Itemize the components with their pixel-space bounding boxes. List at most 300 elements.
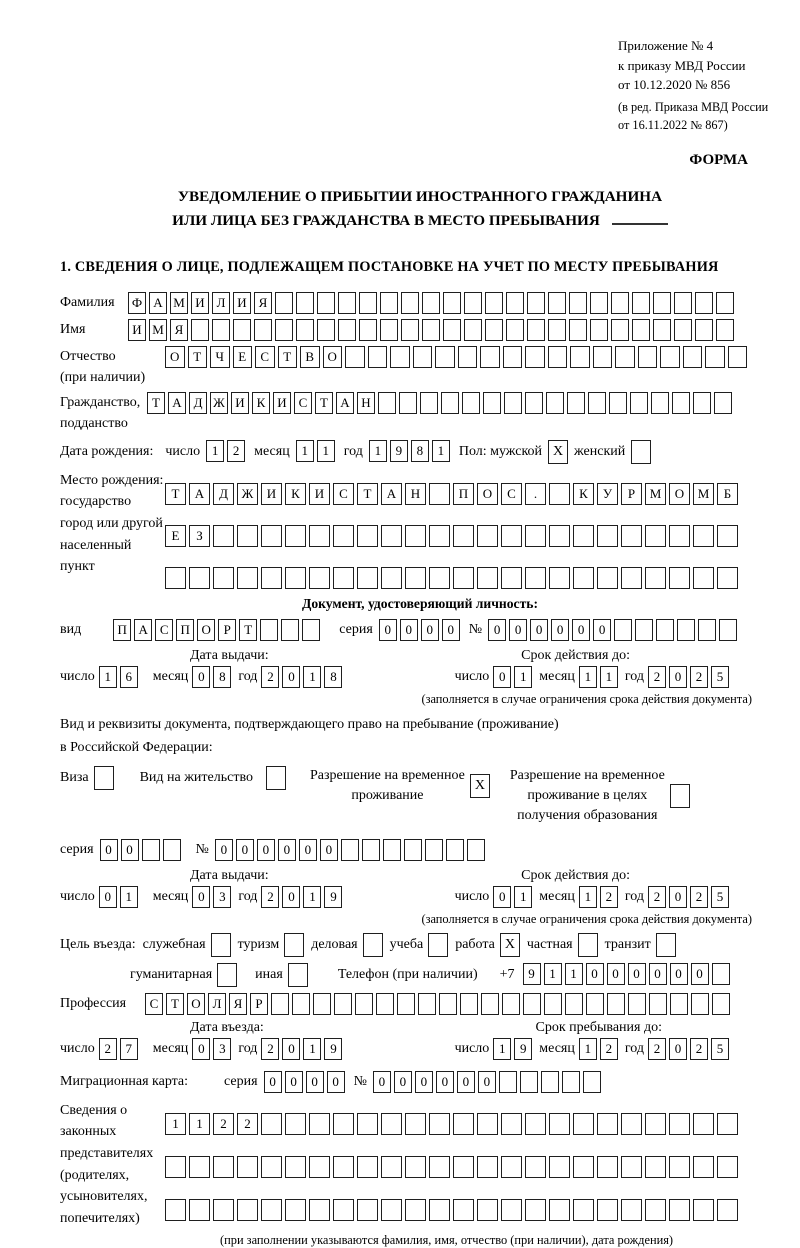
char-cell[interactable] [429, 1156, 450, 1178]
char-cell[interactable] [483, 392, 501, 414]
char-cell[interactable] [429, 525, 450, 547]
char-cell[interactable]: Т [147, 392, 165, 414]
char-cell[interactable] [716, 319, 734, 341]
checkbox-visa[interactable] [94, 766, 114, 790]
char-cell[interactable]: 5 [711, 666, 729, 688]
char-cell[interactable] [285, 525, 306, 547]
char-cell[interactable]: И [128, 319, 146, 341]
char-cell[interactable] [717, 567, 738, 589]
char-cell[interactable]: 9 [390, 440, 408, 462]
char-cell[interactable]: И [261, 483, 282, 505]
char-cell[interactable]: 1 [600, 666, 618, 688]
char-cell[interactable] [501, 1199, 522, 1221]
char-cell[interactable] [565, 993, 583, 1015]
migration-series-boxes[interactable] [264, 1071, 348, 1094]
doc-issue-year-boxes[interactable] [261, 666, 345, 689]
char-cell[interactable] [477, 1199, 498, 1221]
char-cell[interactable] [548, 292, 566, 314]
birth-place-row2-boxes[interactable] [165, 525, 741, 548]
char-cell[interactable] [705, 346, 725, 368]
char-cell[interactable]: 0 [373, 1071, 391, 1093]
char-cell[interactable] [693, 1113, 714, 1135]
char-cell[interactable]: 0 [436, 1071, 454, 1093]
char-cell[interactable]: 2 [648, 666, 666, 688]
char-cell[interactable] [573, 1156, 594, 1178]
char-cell[interactable] [441, 392, 459, 414]
char-cell[interactable] [275, 292, 293, 314]
char-cell[interactable]: 0 [99, 886, 117, 908]
char-cell[interactable]: 0 [478, 1071, 496, 1093]
char-cell[interactable] [420, 392, 438, 414]
char-cell[interactable] [717, 1199, 738, 1221]
char-cell[interactable]: С [155, 619, 173, 641]
char-cell[interactable]: О [187, 993, 205, 1015]
char-cell[interactable] [477, 1113, 498, 1135]
char-cell[interactable] [485, 319, 503, 341]
checkbox-study[interactable] [428, 933, 448, 957]
char-cell[interactable] [570, 346, 590, 368]
char-cell[interactable]: 2 [690, 666, 708, 688]
char-cell[interactable] [333, 1199, 354, 1221]
char-cell[interactable] [477, 525, 498, 547]
char-cell[interactable]: М [149, 319, 167, 341]
char-cell[interactable] [611, 292, 629, 314]
char-cell[interactable]: 1 [165, 1113, 186, 1135]
char-cell[interactable] [429, 483, 450, 505]
doc-number-boxes[interactable] [488, 619, 740, 642]
char-cell[interactable]: 0 [572, 619, 590, 641]
char-cell[interactable]: Е [165, 525, 186, 547]
char-cell[interactable]: 0 [282, 886, 300, 908]
char-cell[interactable] [645, 1199, 666, 1221]
char-cell[interactable] [405, 525, 426, 547]
char-cell[interactable] [525, 1113, 546, 1135]
char-cell[interactable]: Ж [210, 392, 228, 414]
char-cell[interactable] [548, 319, 566, 341]
char-cell[interactable]: 2 [690, 1038, 708, 1060]
char-cell[interactable] [237, 525, 258, 547]
char-cell[interactable] [429, 1113, 450, 1135]
char-cell[interactable]: 0 [121, 839, 139, 861]
char-cell[interactable]: 2 [648, 886, 666, 908]
entry-day-boxes[interactable] [99, 1038, 141, 1061]
char-cell[interactable]: А [134, 619, 152, 641]
char-cell[interactable]: 9 [324, 886, 342, 908]
char-cell[interactable]: Ж [237, 483, 258, 505]
char-cell[interactable] [719, 619, 737, 641]
char-cell[interactable] [630, 392, 648, 414]
char-cell[interactable] [429, 1199, 450, 1221]
char-cell[interactable]: 1 [369, 440, 387, 462]
char-cell[interactable] [405, 567, 426, 589]
char-cell[interactable] [405, 1156, 426, 1178]
char-cell[interactable] [597, 525, 618, 547]
char-cell[interactable]: 1 [120, 886, 138, 908]
char-cell[interactable]: 0 [400, 619, 418, 641]
char-cell[interactable] [309, 1199, 330, 1221]
char-cell[interactable] [698, 619, 716, 641]
char-cell[interactable] [163, 839, 181, 861]
doc-expiry-month-boxes[interactable] [579, 666, 621, 689]
char-cell[interactable] [359, 292, 377, 314]
char-cell[interactable] [189, 1156, 210, 1178]
char-cell[interactable]: Б [717, 483, 738, 505]
char-cell[interactable] [621, 1199, 642, 1221]
char-cell[interactable] [562, 1071, 580, 1093]
char-cell[interactable]: 0 [493, 886, 511, 908]
char-cell[interactable] [338, 292, 356, 314]
char-cell[interactable]: П [113, 619, 131, 641]
char-cell[interactable] [481, 993, 499, 1015]
char-cell[interactable] [527, 319, 545, 341]
char-cell[interactable]: 0 [320, 839, 338, 861]
char-cell[interactable] [716, 292, 734, 314]
char-cell[interactable] [285, 1156, 306, 1178]
char-cell[interactable]: И [191, 292, 209, 314]
char-cell[interactable]: 1 [493, 1038, 511, 1060]
char-cell[interactable] [569, 319, 587, 341]
char-cell[interactable] [260, 619, 278, 641]
char-cell[interactable]: Т [188, 346, 208, 368]
char-cell[interactable] [401, 292, 419, 314]
char-cell[interactable]: О [477, 483, 498, 505]
char-cell[interactable] [669, 567, 690, 589]
char-cell[interactable]: 8 [411, 440, 429, 462]
char-cell[interactable] [422, 292, 440, 314]
permit-issue-year-boxes[interactable] [261, 886, 345, 909]
char-cell[interactable]: 0 [628, 963, 646, 985]
char-cell[interactable] [333, 1156, 354, 1178]
char-cell[interactable] [381, 567, 402, 589]
char-cell[interactable]: 0 [285, 1071, 303, 1093]
char-cell[interactable] [443, 292, 461, 314]
char-cell[interactable] [717, 525, 738, 547]
char-cell[interactable] [586, 993, 604, 1015]
char-cell[interactable] [614, 619, 632, 641]
checkbox-private[interactable] [578, 933, 598, 957]
char-cell[interactable] [254, 319, 272, 341]
char-cell[interactable] [302, 619, 320, 641]
char-cell[interactable]: 1 [317, 440, 335, 462]
char-cell[interactable] [611, 319, 629, 341]
checkbox-male[interactable]: X [548, 440, 568, 464]
char-cell[interactable] [435, 346, 455, 368]
char-cell[interactable] [588, 392, 606, 414]
char-cell[interactable] [506, 319, 524, 341]
char-cell[interactable]: А [149, 292, 167, 314]
birth-day-boxes[interactable] [206, 440, 248, 463]
char-cell[interactable]: Т [357, 483, 378, 505]
char-cell[interactable] [383, 839, 401, 861]
char-cell[interactable]: С [145, 993, 163, 1015]
char-cell[interactable] [573, 567, 594, 589]
char-cell[interactable]: У [597, 483, 618, 505]
char-cell[interactable] [607, 993, 625, 1015]
char-cell[interactable]: 0 [493, 666, 511, 688]
char-cell[interactable]: 5 [711, 1038, 729, 1060]
char-cell[interactable] [357, 525, 378, 547]
char-cell[interactable]: С [333, 483, 354, 505]
char-cell[interactable] [567, 392, 585, 414]
checkbox-temp-residence[interactable]: X [470, 774, 490, 798]
char-cell[interactable] [285, 1199, 306, 1221]
char-cell[interactable] [237, 1156, 258, 1178]
char-cell[interactable] [189, 1199, 210, 1221]
char-cell[interactable]: 0 [327, 1071, 345, 1093]
char-cell[interactable]: 0 [192, 666, 210, 688]
char-cell[interactable] [609, 392, 627, 414]
char-cell[interactable] [405, 1199, 426, 1221]
char-cell[interactable] [549, 483, 570, 505]
char-cell[interactable]: 2 [237, 1113, 258, 1135]
char-cell[interactable] [477, 567, 498, 589]
char-cell[interactable]: О [323, 346, 343, 368]
profession-boxes[interactable] [145, 993, 733, 1016]
char-cell[interactable]: 1 [296, 440, 314, 462]
checkbox-work[interactable]: X [500, 933, 520, 957]
char-cell[interactable]: 9 [324, 1038, 342, 1060]
char-cell[interactable] [502, 993, 520, 1015]
char-cell[interactable] [525, 525, 546, 547]
char-cell[interactable] [213, 525, 234, 547]
char-cell[interactable]: М [645, 483, 666, 505]
char-cell[interactable] [712, 993, 730, 1015]
char-cell[interactable] [309, 567, 330, 589]
char-cell[interactable]: 0 [394, 1071, 412, 1093]
char-cell[interactable]: 0 [669, 1038, 687, 1060]
char-cell[interactable] [413, 346, 433, 368]
char-cell[interactable]: 2 [261, 666, 279, 688]
char-cell[interactable]: Д [213, 483, 234, 505]
char-cell[interactable]: 2 [227, 440, 245, 462]
char-cell[interactable]: 2 [213, 1113, 234, 1135]
char-cell[interactable] [548, 346, 568, 368]
char-cell[interactable] [381, 1199, 402, 1221]
char-cell[interactable] [261, 525, 282, 547]
char-cell[interactable] [390, 346, 410, 368]
char-cell[interactable] [309, 1113, 330, 1135]
char-cell[interactable]: И [233, 292, 251, 314]
char-cell[interactable] [670, 993, 688, 1015]
char-cell[interactable] [691, 993, 709, 1015]
char-cell[interactable] [439, 993, 457, 1015]
char-cell[interactable]: Л [212, 292, 230, 314]
char-cell[interactable]: К [252, 392, 270, 414]
char-cell[interactable] [261, 567, 282, 589]
char-cell[interactable] [317, 292, 335, 314]
checkbox-tourism[interactable] [284, 933, 304, 957]
char-cell[interactable] [593, 346, 613, 368]
char-cell[interactable] [362, 839, 380, 861]
char-cell[interactable] [549, 567, 570, 589]
char-cell[interactable] [621, 1156, 642, 1178]
char-cell[interactable] [425, 839, 443, 861]
char-cell[interactable]: 0 [509, 619, 527, 641]
char-cell[interactable] [261, 1199, 282, 1221]
permit-expiry-year-boxes[interactable] [648, 886, 732, 909]
char-cell[interactable] [460, 993, 478, 1015]
char-cell[interactable]: 1 [303, 666, 321, 688]
doc-kind-boxes[interactable] [113, 619, 323, 642]
char-cell[interactable] [695, 292, 713, 314]
char-cell[interactable]: 7 [120, 1038, 138, 1060]
char-cell[interactable]: 2 [261, 1038, 279, 1060]
char-cell[interactable]: 2 [690, 886, 708, 908]
char-cell[interactable] [695, 319, 713, 341]
char-cell[interactable]: 0 [282, 666, 300, 688]
char-cell[interactable]: 1 [189, 1113, 210, 1135]
char-cell[interactable]: 0 [282, 1038, 300, 1060]
char-cell[interactable] [544, 993, 562, 1015]
stay-month-boxes[interactable] [579, 1038, 621, 1061]
char-cell[interactable]: 1 [579, 1038, 597, 1060]
surname-boxes[interactable] [128, 292, 737, 315]
char-cell[interactable] [359, 319, 377, 341]
char-cell[interactable] [165, 1156, 186, 1178]
char-cell[interactable] [541, 1071, 559, 1093]
char-cell[interactable] [334, 993, 352, 1015]
char-cell[interactable] [480, 346, 500, 368]
char-cell[interactable] [237, 567, 258, 589]
char-cell[interactable]: 0 [236, 839, 254, 861]
char-cell[interactable] [401, 319, 419, 341]
char-cell[interactable]: Д [189, 392, 207, 414]
char-cell[interactable] [635, 619, 653, 641]
char-cell[interactable] [292, 993, 310, 1015]
char-cell[interactable] [191, 319, 209, 341]
char-cell[interactable]: 0 [669, 666, 687, 688]
char-cell[interactable] [669, 1113, 690, 1135]
char-cell[interactable] [357, 1113, 378, 1135]
char-cell[interactable] [506, 292, 524, 314]
char-cell[interactable] [271, 993, 289, 1015]
char-cell[interactable]: 1 [432, 440, 450, 462]
char-cell[interactable] [501, 1156, 522, 1178]
char-cell[interactable]: Я [254, 292, 272, 314]
char-cell[interactable]: 0 [442, 619, 460, 641]
char-cell[interactable] [525, 567, 546, 589]
char-cell[interactable]: 0 [530, 619, 548, 641]
char-cell[interactable]: 1 [544, 963, 562, 985]
char-cell[interactable]: С [501, 483, 522, 505]
char-cell[interactable] [261, 1156, 282, 1178]
char-cell[interactable] [142, 839, 160, 861]
char-cell[interactable]: 2 [600, 1038, 618, 1060]
char-cell[interactable] [525, 1156, 546, 1178]
char-cell[interactable] [660, 346, 680, 368]
char-cell[interactable] [464, 319, 482, 341]
char-cell[interactable]: Н [357, 392, 375, 414]
char-cell[interactable] [632, 319, 650, 341]
char-cell[interactable] [422, 319, 440, 341]
permit-number-boxes[interactable] [215, 839, 488, 862]
char-cell[interactable]: А [189, 483, 210, 505]
char-cell[interactable]: Я [170, 319, 188, 341]
char-cell[interactable] [672, 392, 690, 414]
char-cell[interactable]: 0 [586, 963, 604, 985]
char-cell[interactable]: Р [250, 993, 268, 1015]
char-cell[interactable] [213, 567, 234, 589]
char-cell[interactable] [213, 1199, 234, 1221]
char-cell[interactable] [549, 1156, 570, 1178]
char-cell[interactable]: 0 [278, 839, 296, 861]
char-cell[interactable]: 8 [324, 666, 342, 688]
char-cell[interactable] [693, 525, 714, 547]
char-cell[interactable] [499, 1071, 517, 1093]
checkbox-official[interactable] [211, 933, 231, 957]
char-cell[interactable] [677, 619, 695, 641]
char-cell[interactable] [397, 993, 415, 1015]
char-cell[interactable] [380, 292, 398, 314]
char-cell[interactable] [453, 1199, 474, 1221]
char-cell[interactable] [597, 1113, 618, 1135]
char-cell[interactable]: 2 [261, 886, 279, 908]
char-cell[interactable]: А [336, 392, 354, 414]
char-cell[interactable]: 0 [691, 963, 709, 985]
char-cell[interactable]: Р [621, 483, 642, 505]
char-cell[interactable]: А [381, 483, 402, 505]
char-cell[interactable] [467, 839, 485, 861]
char-cell[interactable] [309, 525, 330, 547]
stay-year-boxes[interactable] [648, 1038, 732, 1061]
char-cell[interactable]: 0 [192, 886, 210, 908]
char-cell[interactable] [525, 1199, 546, 1221]
char-cell[interactable] [590, 319, 608, 341]
char-cell[interactable] [645, 1156, 666, 1178]
birth-place-row1-boxes[interactable] [165, 483, 741, 506]
char-cell[interactable]: 1 [99, 666, 117, 688]
char-cell[interactable]: О [669, 483, 690, 505]
char-cell[interactable] [693, 1156, 714, 1178]
checkbox-other[interactable] [288, 963, 308, 987]
char-cell[interactable]: Ч [210, 346, 230, 368]
char-cell[interactable] [520, 1071, 538, 1093]
birth-month-boxes[interactable] [296, 440, 338, 463]
char-cell[interactable] [376, 993, 394, 1015]
birth-place-row3-boxes[interactable] [165, 567, 741, 590]
char-cell[interactable] [338, 319, 356, 341]
permit-issue-day-boxes[interactable] [99, 886, 141, 909]
char-cell[interactable] [296, 319, 314, 341]
char-cell[interactable] [590, 292, 608, 314]
char-cell[interactable] [649, 993, 667, 1015]
char-cell[interactable] [404, 839, 422, 861]
char-cell[interactable] [458, 346, 478, 368]
char-cell[interactable]: 0 [257, 839, 275, 861]
char-cell[interactable]: 1 [303, 886, 321, 908]
char-cell[interactable]: 2 [600, 886, 618, 908]
representatives-row1-boxes[interactable] [165, 1113, 741, 1136]
char-cell[interactable] [501, 567, 522, 589]
checkbox-humanitarian[interactable] [217, 963, 237, 987]
doc-expiry-day-boxes[interactable] [493, 666, 535, 689]
char-cell[interactable]: К [573, 483, 594, 505]
char-cell[interactable] [501, 1113, 522, 1135]
char-cell[interactable]: 0 [607, 963, 625, 985]
char-cell[interactable] [638, 346, 658, 368]
checkbox-temp-residence-education[interactable] [670, 784, 690, 808]
patronymic-boxes[interactable] [165, 346, 750, 369]
char-cell[interactable]: 0 [306, 1071, 324, 1093]
stay-day-boxes[interactable] [493, 1038, 535, 1061]
char-cell[interactable] [357, 567, 378, 589]
char-cell[interactable] [345, 346, 365, 368]
char-cell[interactable] [712, 963, 730, 985]
char-cell[interactable] [645, 525, 666, 547]
char-cell[interactable]: 0 [264, 1071, 282, 1093]
char-cell[interactable]: 1 [303, 1038, 321, 1060]
char-cell[interactable] [656, 619, 674, 641]
